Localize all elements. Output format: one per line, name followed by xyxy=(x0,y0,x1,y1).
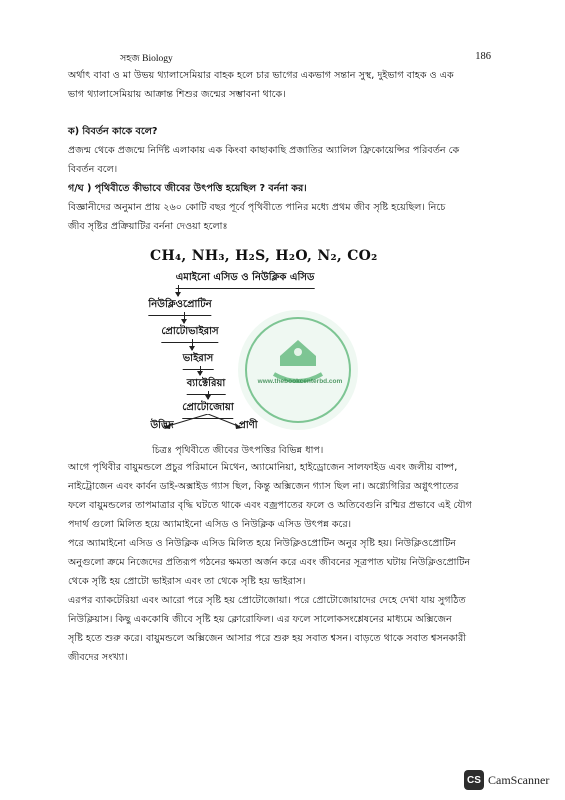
branch-animal: প্রাণী xyxy=(238,420,258,431)
book-center-logo-icon xyxy=(236,308,360,432)
figure-caption: চিত্রঃ পৃথিবীতে জীবের উৎপত্তির বিভিন্ন ধাপ। xyxy=(152,445,324,456)
paragraph-bacteria xyxy=(68,591,498,667)
step-bacteria: ব্যাক্টেরিয়া xyxy=(187,376,226,395)
text-line: ভাগ থ্যালাসেমিয়ায় আক্রান্ত শিশুর জন্মের সম্ভাবনা থাকে। xyxy=(68,89,286,100)
arrow-icon xyxy=(184,312,185,323)
text-line: নিউক্লিয়াস। কিছু এককোষি জীবে সৃষ্টি হয় ক্লোরোফিল। এর ফলে সালোকসংশ্লেষনের মাধ্যমে অক্সিজেন xyxy=(68,614,452,625)
section-heading: ক) বিবর্তন কাকে বলে? xyxy=(68,126,158,137)
arrow-icon xyxy=(192,339,193,350)
page-number: 186 xyxy=(475,51,491,62)
step-protozoa: প্রোটোজোয়া xyxy=(182,400,233,419)
text-line: বিবর্তন বলে। xyxy=(68,164,118,175)
section-evolution xyxy=(68,122,498,179)
step-virus: ভাইরাস xyxy=(183,351,214,370)
text-line: জীবদের সংখ্যা। xyxy=(68,652,128,663)
paragraph-atmosphere xyxy=(68,458,498,534)
arrow-icon xyxy=(200,366,201,375)
intro-paragraph xyxy=(68,66,498,104)
watermark-url: www.thebookcenterbd.com xyxy=(257,378,343,385)
text-line: বিজ্ঞানীদের অনুমান প্রায় ২৬০ কোটি বছর পূর্বে পৃথিবীতে পানির মধ্যে প্রথম জীব সৃষ্টি হয়েছিল। নিচে xyxy=(68,202,446,213)
watermark-logo xyxy=(236,308,360,432)
text-line: পরে অ্যামাইনো এসিড ও নিউক্লিক এসিড মিলিত হয়ে নিউক্লিওপ্রোটিন অনুর সৃষ্টি হয়। নিউক্লিওপ্রোটিন xyxy=(68,538,456,549)
arrow-icon xyxy=(178,285,179,296)
section-origin-of-life xyxy=(68,179,498,236)
arrow-icon xyxy=(208,391,209,399)
header-title: সহজ Biology xyxy=(120,54,173,64)
text-line: এরপর ব্যাকটেরিয়া এবং আরো পরে সৃষ্টি হয় প্রোটোজোয়া। পরে প্রোটোজোয়াদের দেহে দেখা যায় সুগঠিত xyxy=(68,595,466,606)
text-line: থেকে সৃষ্টি হয় প্রোটো ভাইরাস এবং তা থেকে সৃষ্টি হয় ভাইরাস। xyxy=(68,576,306,587)
text-line: অর্থাৎ বাবা ও মা উভয় থ্যালাসেমিয়ার বাহক হলে চার ভাগের একভাগ সন্তান সুস্থ, দুইভাগ বাহক ও এক xyxy=(68,70,454,81)
text-line: নাইট্রোজেন এবং কার্বন ডাই-অক্সাইড গ্যাস ছিল, কিন্তু অক্সিজেন গ্যাস ছিল না। অগ্ন্যেগিরির অগ্নুৎপাতের xyxy=(68,481,459,492)
text-line: পদার্থ গুলো মিলিত হয়ে অ্যামাইনো এসিড ও নিউক্লিক এসিড উৎপন্ন করে। xyxy=(68,519,352,530)
text-line: সৃষ্টি হতে শুরু করে। বায়ুমন্ডলে অক্সিজেন আসার পরে শুরু হয় সবাত শ্বসন। বাড়তে থাকে সবাত শ্বসনকারী xyxy=(68,633,467,644)
text-line: ফলে বায়ুমন্ডলের তাপমাত্রার বৃদ্ধি ঘটতে থাকে এবং বজ্রপাতের ফলে ও অতিবেগুনি রশ্মির প্রভাবে এই যৌগ xyxy=(68,500,472,511)
text-line: অনুগুলো ক্রমে নিজেদের প্রতিরূপ গঠনের ক্ষমতা অর্জন করে এবং জীবনের সূত্রপাত ঘটায় নিউক্লিওপ্রোটিন xyxy=(68,557,471,568)
gas-formula: CH₄, NH₃, H₂S, H₂O, N₂, CO₂ xyxy=(150,248,378,264)
step-nucleoprotein: নিউক্লিওপ্রোটিন xyxy=(148,297,211,316)
paragraph-nucleoprotein xyxy=(68,534,498,591)
camscanner-watermark xyxy=(464,770,549,790)
text-line: জীব সৃষ্টির প্রক্রিয়াটির বর্ননা দেওয়া হলোঃ xyxy=(68,221,228,232)
camscanner-brand: CamScanner xyxy=(488,772,550,787)
text-line: আগে পৃথিবীর বায়ুমন্ডলে প্রচুর পরিমানে মিথেন, অ্যামোনিয়া, হাইড্রোজেন সালফাইড এবং জলীয় বাষ্প, xyxy=(68,462,458,473)
branch-plant: উদ্ভিদ xyxy=(150,420,174,431)
camscanner-logo-icon: CS xyxy=(464,770,484,790)
section-heading: গ/ঘ ) পৃথিবীতে কীভাবে জীবের উৎপত্তি হয়েছিল ? বর্ননা কর। xyxy=(68,183,307,194)
step-amino-nucleic-acid: এমাইনো এসিড ও নিউক্লিক এসিড xyxy=(176,270,315,289)
step-protovirus: প্রোটোভাইরাস xyxy=(161,324,218,343)
text-line: প্রজন্ম থেকে প্রজন্মে নির্দিষ্ট এলাকায় এক কিংবা কাছাকাছি প্রজাতির অ্যালিল ফ্রিকোয়েন্সির পরিবর্তন কে xyxy=(68,145,460,156)
